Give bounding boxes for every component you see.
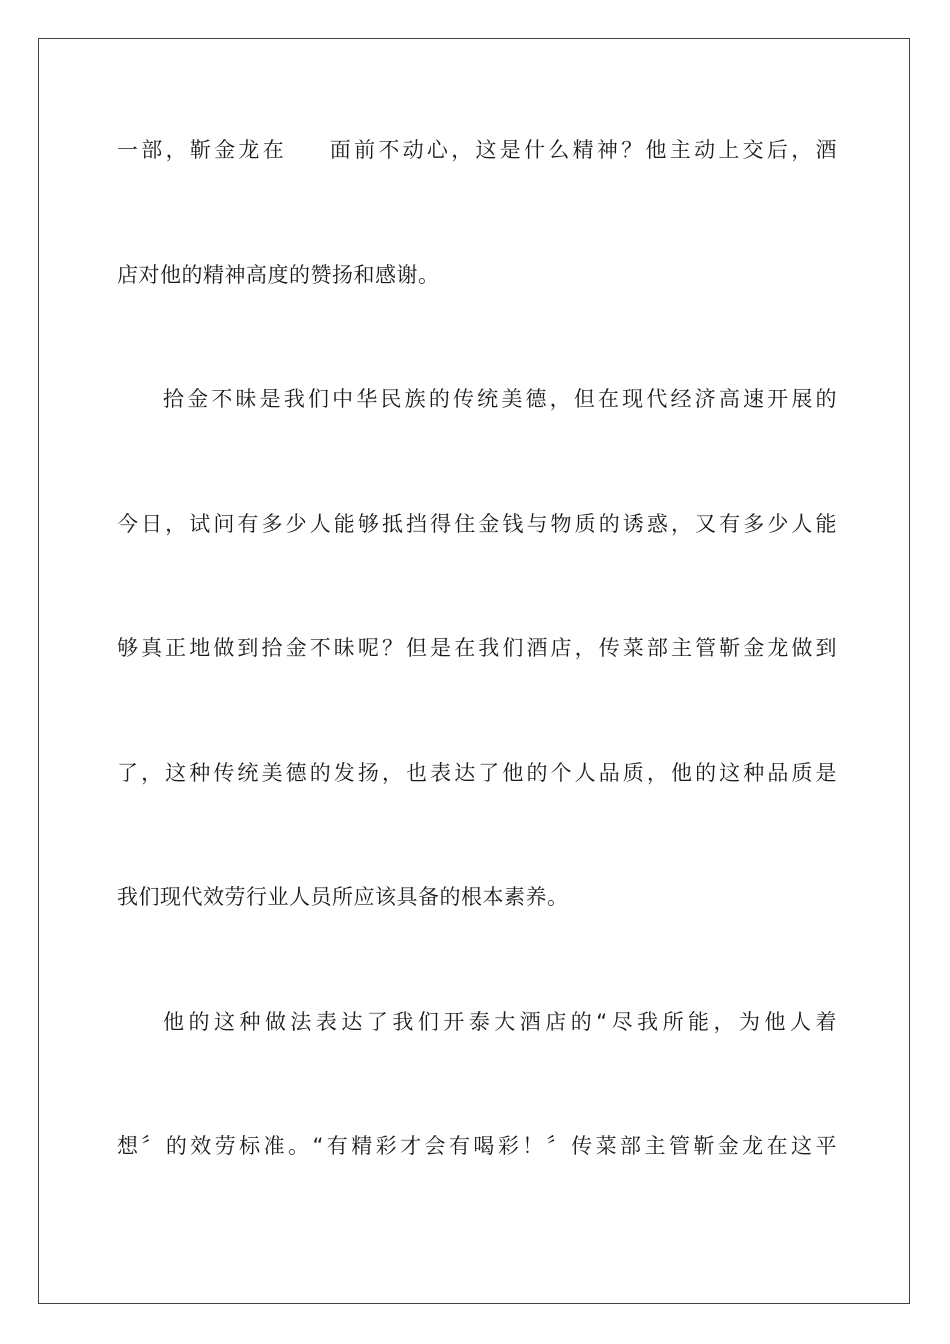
text-line-1-part-b: 面前不动心，这是什么精神？他主动上交后，酒 [327, 138, 837, 162]
page-border [38, 38, 910, 1304]
paragraph-start-line-3: 拾金不昧是我们中华民族的传统美德，但在现代经济高速开展的 [163, 387, 837, 411]
text-line-9: 想〞的效劳标准。“有精彩才会有喝彩！〞传菜部主管靳金龙在这平 [117, 1134, 837, 1158]
text-line-6: 了，这种传统美德的发扬，也表达了他的个人品质，他的这种品质是 [117, 761, 837, 785]
text-line-1 [117, 135, 837, 165]
text-line-2: 店对他的精神高度的赞扬和感谢。 [117, 263, 440, 287]
text-line-5: 够真正地做到拾金不昧呢？但是在我们酒店，传菜部主管靳金龙做到 [117, 636, 837, 660]
text-line-7: 我们现代效劳行业人员所应该具备的根本素养。 [117, 885, 569, 909]
text-line-4: 今日，试问有多少人能够抵挡得住金钱与物质的诱惑，又有多少人能 [117, 512, 837, 536]
text-line-1-part-a: 一部，靳金龙在 [117, 138, 287, 162]
paragraph-start-line-8: 他的这种做法表达了我们开泰大酒店的“尽我所能，为他人着 [163, 1010, 837, 1034]
